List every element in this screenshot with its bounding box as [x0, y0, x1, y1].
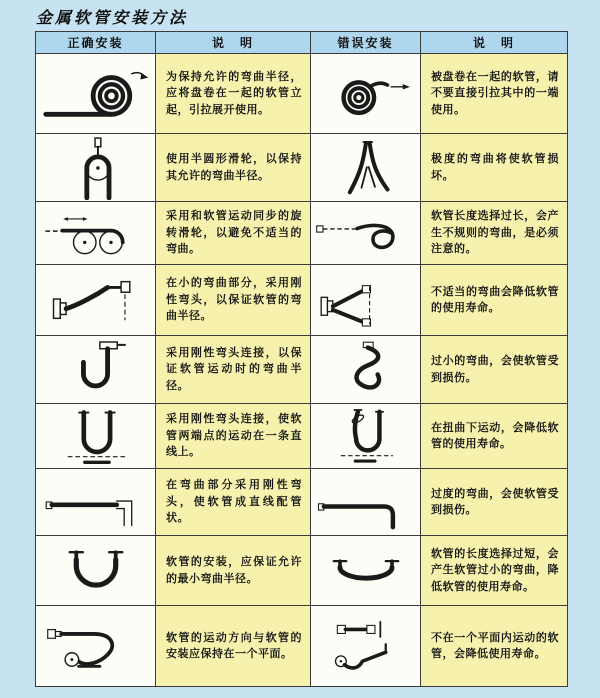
correct-image-cell: [36, 202, 156, 265]
wrong-image-cell: [311, 469, 421, 536]
hose-over-semicircular-pulley-icon: [40, 136, 152, 200]
wrong-description: [421, 202, 567, 265]
u-loop-endpoints-in-line-icon: [40, 405, 152, 467]
page-title: 金属软管安装方法: [36, 8, 189, 27]
description-text: 在小的弯曲部分，采用刚性弯头，以保证软管的弯曲半径。: [166, 276, 302, 323]
coiled-hose-stood-up-unrolled-icon: [40, 61, 152, 127]
correct-description: [156, 202, 311, 265]
description-text: 为保持允许的弯曲半径，应将盘卷在一起的软管立起，引拉展开使用。: [166, 69, 302, 116]
wrong-image-cell: [311, 265, 421, 336]
description-text: 在弯曲部分采用刚性弯头，使软管成直线配管状。: [166, 478, 302, 525]
header-correct-install: 正确安装: [36, 32, 156, 54]
correct-description: [156, 606, 311, 686]
table-row: [36, 202, 567, 265]
installation-table: [35, 31, 568, 687]
coiled-hose-pulled-from-end-icon: [314, 61, 418, 127]
improper-sharp-angle-bend-icon: [314, 268, 418, 332]
correct-image-cell: [36, 606, 156, 686]
wrong-description: [421, 536, 567, 606]
correct-description: [156, 536, 311, 606]
wrong-image-cell: [311, 606, 421, 686]
rigid-elbow-connection-j-curve-icon: [40, 339, 152, 401]
wrong-description: [421, 54, 567, 134]
wrong-image-cell: [311, 536, 421, 606]
wrong-image-cell: [311, 404, 421, 469]
table-row: [36, 336, 567, 404]
wrong-description: [421, 336, 567, 404]
table-row: [36, 54, 567, 134]
description-text: 使用半圆形滑轮，以保持其允许的弯曲半径。: [166, 152, 302, 182]
u-loop-twisted-motion-icon: [314, 405, 418, 467]
wrong-image-cell: [311, 202, 421, 265]
correct-description: [156, 469, 311, 536]
hose-on-synchronized-rotating-pulleys-icon: [40, 203, 152, 263]
description-text: 不在一个平面内运动的软管，会降低使用寿命。: [431, 630, 559, 660]
description-text: 采用刚性弯头连接，以保证软管运动时的弯曲半径。: [166, 345, 302, 392]
straight-run-with-rigid-elbow-icon: [40, 471, 152, 533]
table-row: [36, 134, 567, 202]
description-text: 在扭曲下运动，会降低软管的使用寿命。: [431, 420, 559, 450]
header-wrong-install: 错误安装: [311, 32, 421, 54]
correct-description: [156, 54, 311, 134]
wrong-description: [421, 265, 567, 336]
hose-motion-in-one-plane-icon: [40, 611, 152, 681]
rigid-elbow-at-small-bend-icon: [40, 268, 152, 332]
correct-image-cell: [36, 265, 156, 336]
too-small-s-bend-icon: [314, 339, 418, 401]
description-text: 不适当的弯曲会降低软管的使用寿命。: [431, 284, 559, 314]
correct-image-cell: [36, 536, 156, 606]
table-row: [36, 265, 567, 336]
wrong-image-cell: [311, 54, 421, 134]
overbent-hose-end-icon: [314, 471, 418, 533]
table-row: [36, 469, 567, 536]
description-text: 软管的长度选择过短，会产生软管过小的弯曲，降低软管的使用寿命。: [431, 546, 559, 593]
wrong-image-cell: [311, 336, 421, 404]
description-text: 采用和软管运动同步的旋转滑轮，以避免不适当的弯曲。: [166, 209, 302, 256]
correct-image-cell: [36, 336, 156, 404]
description-text: 被盘卷在一起的软管，请不要直接引拉其中的一端使用。: [431, 69, 559, 116]
wrong-description: [421, 404, 567, 469]
hose-motion-out-of-plane-icon: [314, 611, 418, 681]
description-text: 采用刚性弯头连接，使软管两端点的运动在一条直线上。: [166, 412, 302, 459]
header-description-1: 说 明: [156, 32, 311, 54]
correct-description: [156, 404, 311, 469]
table-row: [36, 536, 567, 606]
wrong-description: [421, 469, 567, 536]
too-short-shallow-u-icon: [314, 540, 418, 602]
wrong-description: [421, 134, 567, 202]
table-row: [36, 404, 567, 469]
description-text: 软管长度选择过长，会产生不规则的弯曲，是必须注意的。: [431, 209, 559, 256]
table-header-row: [36, 32, 567, 54]
sharply-folded-hose-icon: [314, 136, 418, 200]
table-row: [36, 606, 567, 686]
correct-description: [156, 265, 311, 336]
correct-description: [156, 336, 311, 404]
header-description-2: 说 明: [421, 32, 567, 54]
correct-description: [156, 134, 311, 202]
overlong-hose-irregular-loop-icon: [314, 203, 418, 263]
correct-image-cell: [36, 134, 156, 202]
description-text: 过小的弯曲，会使软管受到损伤。: [431, 354, 559, 384]
description-text: 过度的弯曲，会使软管受到损伤。: [431, 486, 559, 516]
description-text: 极度的弯曲将使软管损坏。: [431, 152, 559, 182]
description-text: 软管的安装，应保证允许的最小弯曲半径。: [166, 555, 302, 585]
wrong-image-cell: [311, 134, 421, 202]
correct-image-cell: [36, 469, 156, 536]
description-text: 软管的运动方向与软管的安装应保持在一个平面。: [166, 630, 302, 660]
wrong-description: [421, 606, 567, 686]
correct-image-cell: [36, 404, 156, 469]
deep-u-minimum-bend-radius-icon: [40, 540, 152, 602]
correct-image-cell: [36, 54, 156, 134]
